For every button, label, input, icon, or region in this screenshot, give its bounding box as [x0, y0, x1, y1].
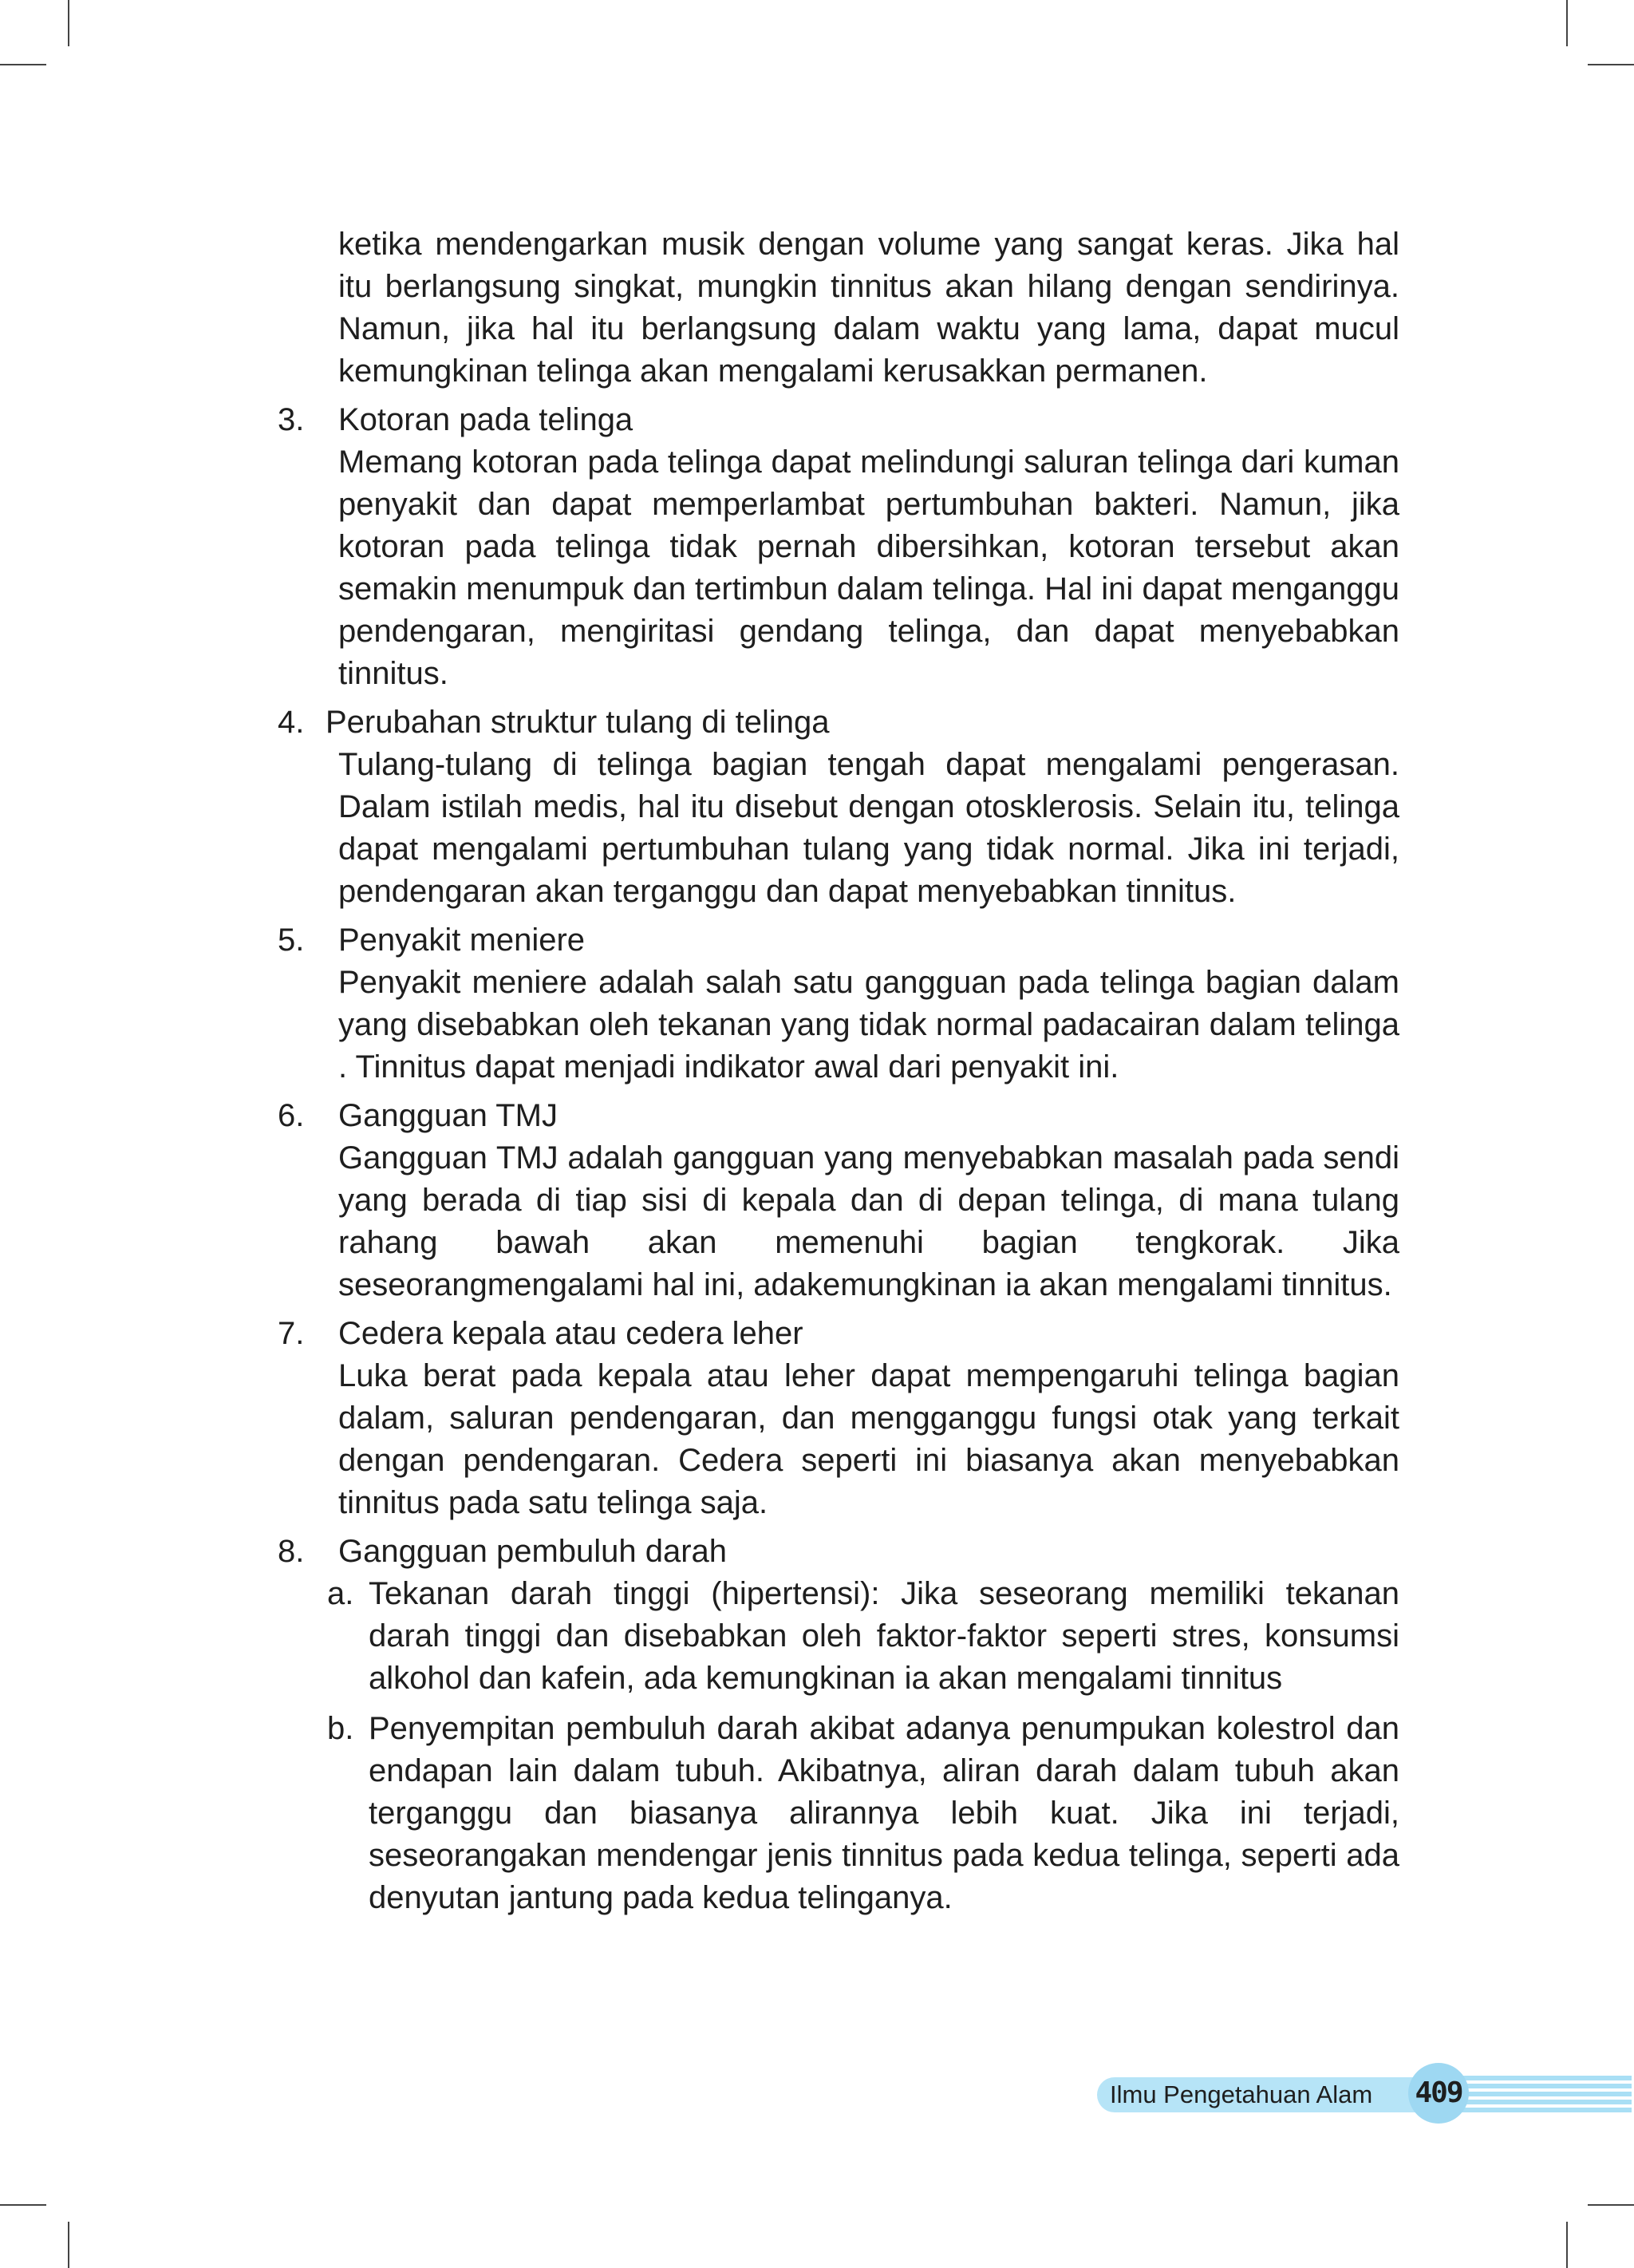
page-body: [278, 223, 1399, 1919]
crop-mark: [1566, 2222, 1568, 2268]
list-item-title: Cedera kepala atau cedera leher: [338, 1316, 803, 1351]
sub-list-item: [327, 1708, 1399, 1919]
list-item: [278, 399, 1399, 695]
page-footer: [1097, 2063, 1576, 2127]
list-item-body: Penyakit meniere adalah salah satu gangguan pada telinga bagian dalam yang disebabkan oleh tekanan yang tidak normal padacairan dalam telinga . Tinnitus dapat menjadi indikator awal dari penyakit ini.: [338, 965, 1399, 1085]
list-item-number: 7.: [278, 1316, 305, 1351]
intro-paragraph: ketika mendengarkan musik dengan volume yang sangat keras. Jika hal itu berlangsung singkat, mungkin tinnitus akan hilang dengan sendirinya. Namun, jika hal itu berlangsung dalam waktu yang lama, dapat mucul kemungkinan telinga akan mengalami kerusakkan permanen.: [338, 227, 1399, 389]
list-item-title: Kotoran pada telinga: [338, 402, 633, 437]
list-item-body: Tulang-tulang di telinga bagian tengah dapat mengalami pengerasan. Dalam istilah medis, hal itu disebut dengan otosklerosis. Selain itu, telinga dapat mengalami pertumbuhan tulang yang tidak normal. Jika ini terjadi, pendengaran akan terganggu dan dapat menyebabkan tinnitus.: [338, 747, 1399, 909]
list-item-heading: [278, 1313, 1399, 1355]
crop-mark: [1588, 64, 1634, 65]
list-item-heading: [278, 1531, 1399, 1573]
sub-list-item: [327, 1573, 1399, 1700]
list-item: [278, 701, 1399, 913]
sub-list-item-text: Penyempitan pembuluh darah akibat adanya penumpukan kolestrol dan endapan lain dalam tubuh. Akibatnya, aliran darah dalam tubuh akan terganggu dan biasanya alirannya lebih kuat. Jika ini terjadi, seseorangakan mendengar jenis tinnitus pada kedua telinga, seperti ada denyutan jantung pada kedua telinganya.: [369, 1711, 1399, 1915]
list-item-title: Penyakit meniere: [338, 923, 586, 958]
sub-list-item-label: b.: [327, 1711, 354, 1746]
list-item: [278, 1095, 1399, 1306]
list-item-heading: [278, 701, 1399, 744]
crop-mark: [0, 64, 46, 65]
page-number: 409: [1408, 2063, 1469, 2124]
list-item: [278, 1313, 1399, 1524]
sub-list: [327, 1573, 1399, 1919]
list-item-heading: [278, 399, 1399, 441]
crop-mark: [68, 2222, 69, 2268]
list-item-number: 6.: [278, 1098, 305, 1133]
list-item-body: Luka berat pada kepala atau leher dapat mempengaruhi telinga bagian dalam, saluran pendengaran, dan mengganggu fungsi otak yang terkait dengan pendengaran. Cedera seperti ini biasanya akan menyebabkan tinnitus pada satu telinga saja.: [338, 1358, 1399, 1520]
crop-mark: [1566, 0, 1568, 46]
list-item-body: Gangguan TMJ adalah gangguan yang menyebabkan masalah pada sendi yang berada di tiap sisi di kepala dan di depan telinga, di mana tulang rahang bawah akan memenuhi bagian tengkorak. Jika seseorangmengalami hal ini, adakemungkinan ia akan mengalami tinnitus.: [338, 1140, 1399, 1302]
list-item-number: 8.: [278, 1534, 305, 1569]
list-item-title: Gangguan pembuluh darah: [338, 1534, 728, 1569]
list-item: [278, 919, 1399, 1089]
footer-stripes: [1448, 2076, 1632, 2112]
list-item-number: 3.: [278, 402, 305, 437]
crop-mark: [1588, 2204, 1634, 2206]
list-item-heading: [278, 1095, 1399, 1137]
list-item-title: Perubahan struktur tulang di telinga: [326, 705, 830, 740]
crop-mark: [0, 2204, 46, 2206]
list-item-heading: [278, 919, 1399, 962]
sub-list-item-label: a.: [327, 1576, 354, 1611]
cause-list: [278, 399, 1399, 1919]
footer-subject: Ilmu Pengetahuan Alam: [1097, 2077, 1432, 2112]
list-item-title: Gangguan TMJ: [338, 1098, 558, 1133]
sub-list-item-text: Tekanan darah tinggi (hipertensi): Jika seseorang memiliki tekanan darah tinggi dan disebabkan oleh faktor-faktor seperti stres, konsumsi alkohol dan kafein, ada kemungkinan ia akan mengalami tinnitus: [369, 1576, 1399, 1696]
list-item: [278, 1531, 1399, 1919]
list-item-body: Memang kotoran pada telinga dapat melindungi saluran telinga dari kuman penyakit dan dapat memperlambat pertumbuhan bakteri. Namun, jika kotoran pada telinga tidak pernah dibersihkan, kotoran tersebut akan semakin menumpuk dan tertimbun dalam telinga. Hal ini dapat menganggu pendengaran, mengiritasi gendang telinga, dan dapat menyebabkan tinnitus.: [338, 445, 1399, 691]
crop-mark: [68, 0, 69, 46]
list-item-number: 5.: [278, 923, 305, 958]
list-item-number: 4.: [278, 705, 305, 740]
